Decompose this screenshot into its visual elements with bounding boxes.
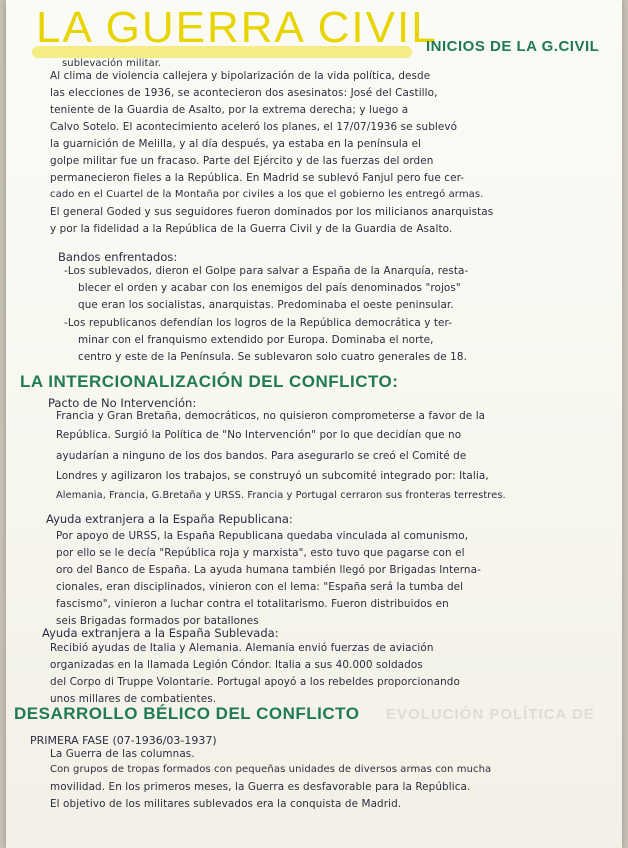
- text-line: oro del Banco de España. La ayuda humana también llegó por Brigadas Interna-: [56, 564, 481, 576]
- text-line: La Guerra de las columnas.: [50, 748, 195, 760]
- list-item: centro y este de la Península. Se sublevaron solo cuatro generales de 18.: [78, 351, 467, 363]
- text-line: Londres y agilizaron los trabajos, se construyó un subcomité integrado por: Italia,: [56, 470, 489, 482]
- text-line: El general Goded y sus seguidores fueron dominados por los milicianos anarquistas: [50, 206, 494, 218]
- text-line: golpe militar fue un fracaso. Parte del Ejército y de las fuerzas del orden: [50, 155, 434, 167]
- bandos-list: [64, 265, 620, 375]
- primera-fase-subtitle: PRIMERA FASE (07-1936/03-1937): [30, 734, 217, 747]
- bandos-subtitle: Bandos enfrentados:: [58, 250, 178, 264]
- text-line: Francia y Gran Bretaña, democráticos, no quisieron comprometerse a favor de la: [56, 410, 486, 422]
- text-line: por ello se le decía "República roja y marxista", esto tuvo que pagarse con el: [56, 547, 465, 559]
- text-line: las elecciones de 1936, se acontecieron dos asesinatos: José del Castillo,: [50, 87, 438, 99]
- list-item: -Los sublevados, dieron el Golpe para salvar a España de la Anarquía, resta-: [64, 265, 469, 277]
- list-item: minar con el franquismo extendido por Europa. Dominaba el norte,: [78, 334, 434, 346]
- section-heading-internacionalizacion: LA INTERCIONALIZACIÓN DEL CONFLICTO:: [20, 372, 399, 391]
- text-line: la guarnición de Melilla, y al día después, ya estaba en la península el: [50, 138, 422, 150]
- text-line: seis Brigadas formados por batallones: [56, 615, 259, 627]
- text-line: República. Surgió la Política de "No Intervención" por lo que decidían que no: [56, 429, 462, 441]
- pacto-subtitle: Pacto de No Intervención:: [48, 396, 197, 410]
- text-line: movilidad. En los primeros meses, la Guerra es desfavorable para la República.: [50, 781, 471, 793]
- inicios-paragraph: [50, 58, 620, 248]
- text-line: cionales, eran disciplinados, vinieron con el lema: "España será la tumba del: [56, 581, 464, 593]
- text-line: y por la fidelidad a la República de la Guerra Civil y de la Guardia de Asalto.: [50, 223, 453, 235]
- text-line: Por apoyo de URSS, la España Republicana quedaba vinculada al comunismo,: [56, 530, 469, 542]
- list-item: blecer el orden y acabar con los enemigos del país denominados "rojos": [78, 282, 461, 294]
- ayuda-sublevada-paragraph: [50, 642, 620, 712]
- bleed-through-text: EVOLUCIÓN POLÍTICA DE: [386, 706, 595, 723]
- page-title: LA GUERRA CIVIL: [36, 3, 438, 52]
- pacto-paragraph: [56, 410, 620, 506]
- primera-fase-paragraph: [50, 748, 620, 818]
- list-item: que eran los socialistas, anarquistas. Predominaba el oeste peninsular.: [78, 299, 454, 311]
- text-line: ayudarían a ninguno de los dos bandos. Para asegurarlo se creó el Comité de: [56, 450, 467, 462]
- text-line: organizadas en la llamada Legión Cóndor. Italia a sus 40.000 soldados: [50, 659, 423, 671]
- text-line: sublevación militar.: [62, 58, 162, 69]
- text-line: Al clima de violencia callejera y bipolarización de la vida política, desde: [50, 70, 431, 82]
- text-line: Calvo Sotelo. El acontecimiento aceleró los planes, el 17/07/1936 se sublevó: [50, 121, 458, 133]
- text-line: Recibió ayudas de Italia y Alemania. Alemania envió fuerzas de aviación: [50, 642, 434, 654]
- text-line: permanecieron fieles a la República. En Madrid se sublevó Fanjul pero fue cer-: [50, 172, 465, 184]
- ayuda-republicana-paragraph: [56, 530, 620, 630]
- list-item: -Los republicanos defendían los logros de la República democrática y ter-: [64, 317, 453, 329]
- text-line: Alemania, Francia, G.Bretaña y URSS. Francia y Portugal cerraron sus fronteras terrestres.: [56, 490, 506, 501]
- text-line: cado en el Cuartel de la Montaña por civiles a los que el gobierno les entregó armas.: [50, 189, 484, 200]
- text-line: El objetivo de los militares sublevados era la conquista de Madrid.: [50, 798, 402, 810]
- text-line: del Corpo di Truppe Volontarie. Portugal apoyó a los rebeldes proporcionando: [50, 676, 460, 688]
- section-heading-inicios: INICIOS DE LA G.CIVIL: [426, 38, 600, 55]
- text-line: unos millares de combatientes.: [50, 693, 217, 705]
- text-line: teniente de la Guardia de Asalto, por la extrema derecha; y luego a: [50, 104, 409, 116]
- text-line: fascismo", vinieron a luchar contra el totalitarismo. Fueron distribuidos en: [56, 598, 449, 610]
- notebook-page: [6, 0, 622, 848]
- ayuda-republicana-subtitle: Ayuda extranjera a la España Republicana:: [46, 512, 293, 526]
- ayuda-sublevada-subtitle: Ayuda extranjera a la España Sublevada:: [42, 626, 279, 640]
- text-line: Con grupos de tropas formados con pequeñas unidades de diversos armas con mucha: [50, 764, 492, 775]
- section-heading-desarrollo: DESARROLLO BÉLICO DEL CONFLICTO: [14, 704, 360, 723]
